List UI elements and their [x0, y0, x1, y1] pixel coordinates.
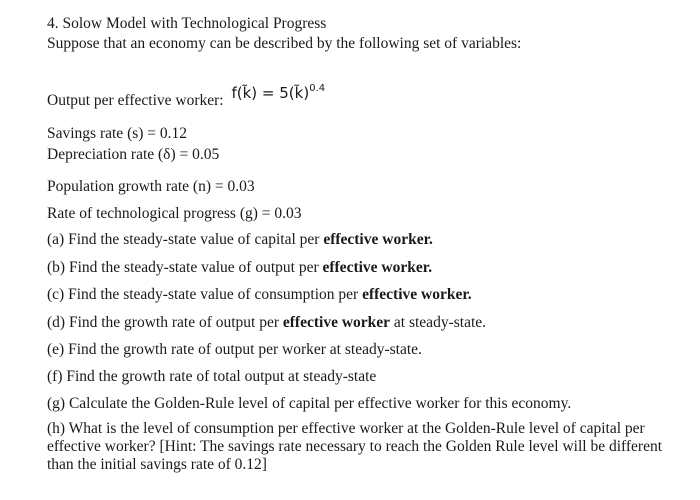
question-b-emphasis: effective worker.: [322, 259, 433, 276]
question-b-text: (b) Find the steady-state value of output per: [47, 259, 323, 276]
output-formula-line: [47, 83, 326, 110]
problem-title: 4. Solow Model with Technological Progress: [47, 15, 327, 32]
question-c: [47, 285, 472, 304]
output-label: Output per effective worker:: [47, 92, 224, 109]
question-h: (h) What is the level of consumption per effective worker at the Golden-Rule level of capital per effective worker? [Hint: The savings rate necessary to reach the Golden Rule level will be different than the initial savings rate of 0.12]: [47, 420, 663, 473]
question-e: (e) Find the growth rate of output per worker at steady-state.: [47, 341, 422, 358]
question-d-tail: at steady-state.: [390, 314, 487, 331]
formula-base: f(k̃) = 5(k̃): [231, 84, 310, 102]
variable-savings-rate: Savings rate (s) = 0.12: [47, 125, 188, 142]
variable-depreciation-rate: Depreciation rate (δ) = 0.05: [47, 146, 220, 163]
question-a: [47, 230, 433, 249]
question-d-emphasis: effective worker: [282, 314, 391, 331]
problem-intro: Suppose that an economy can be described by the following set of variables:: [47, 35, 522, 52]
variable-population-growth: Population growth rate (n) = 0.03: [47, 178, 255, 195]
variable-tech-progress: Rate of technological progress (g) = 0.03: [47, 205, 302, 222]
question-a-emphasis: effective worker.: [323, 231, 433, 248]
question-b: [47, 258, 432, 277]
question-d: [47, 313, 486, 332]
question-d-text: (d) Find the growth rate of output per: [47, 314, 283, 331]
question-c-emphasis: effective worker.: [362, 286, 472, 303]
question-f: (f) Find the growth rate of total output at steady-state: [47, 368, 377, 385]
question-a-text: (a) Find the steady-state value of capital per: [47, 231, 324, 248]
formula-exponent: 0.4: [309, 83, 326, 94]
output-formula: [231, 84, 325, 102]
question-g: (g) Calculate the Golden-Rule level of capital per effective worker for this economy.: [47, 395, 572, 412]
question-c-text: (c) Find the steady-state value of consumption per: [47, 286, 363, 303]
